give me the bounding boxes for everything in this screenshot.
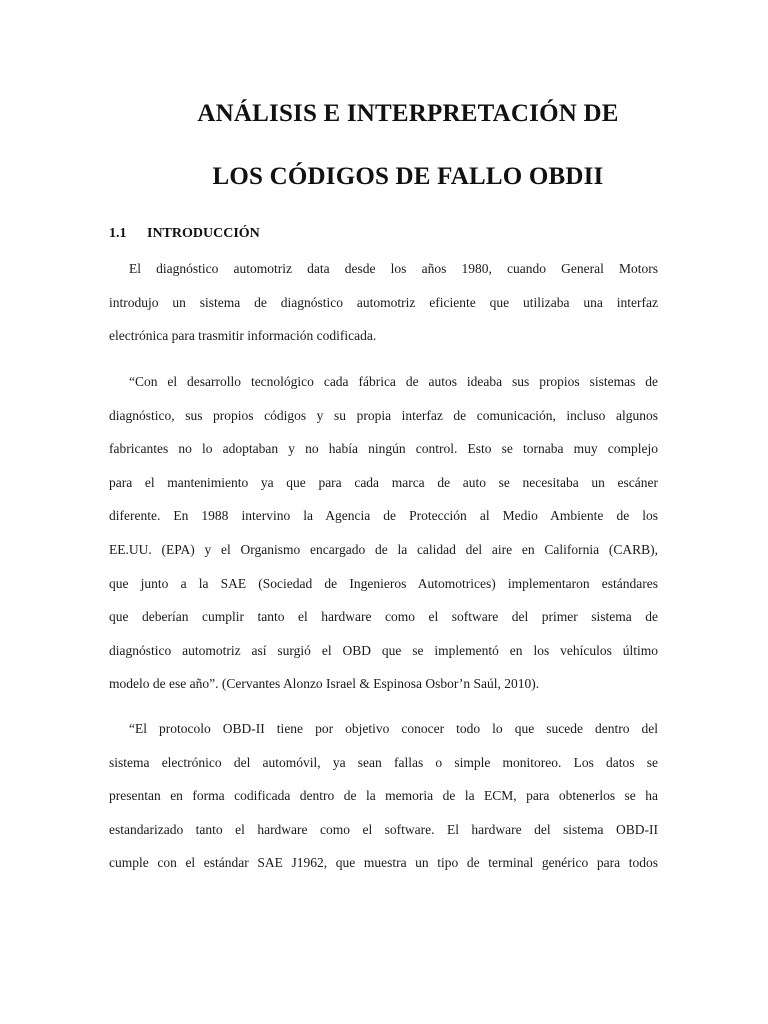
paragraph-line: “Con el desarrollo tecnológico cada fábrica de autos ideaba sus propios sistemas de <box>129 374 658 389</box>
paragraph-line: electrónica para trasmitir información codificada. <box>109 328 377 344</box>
section-number: 1.1 <box>109 226 127 241</box>
paragraph-line: “El protocolo OBD-II tiene por objetivo conocer todo lo que sucede dentro del <box>129 721 658 736</box>
paragraph-line: EE.UU. (EPA) y el Organismo encargado de la calidad del aire en California (CARB), <box>109 541 658 557</box>
paragraph-line: que junto a la SAE (Sociedad de Ingenieros Automotrices) implementaron estándares <box>109 575 658 591</box>
paragraph-line: fabricantes no lo adoptaban y no había ningún control. Esto se tornaba muy complejo <box>109 441 658 457</box>
paragraph-line: sistema electrónico del automóvil, ya sean fallas o simple monitoreo. Los datos se <box>109 754 658 770</box>
paragraph-line: El diagnóstico automotriz data desde los años 1980, cuando General Motors <box>129 261 658 276</box>
paragraph-line: presentan en forma codificada dentro de la memoria de la ECM, para obtenerlos se ha <box>109 788 658 804</box>
section-title: INTRODUCCIÓN <box>147 226 260 241</box>
document-title-line-1: ANÁLISIS E INTERPRETACIÓN DE <box>197 100 619 127</box>
section-heading <box>109 226 260 242</box>
paragraph-line: diagnóstico automotriz así surgió el OBD que se implementó en los vehículos último <box>109 642 658 658</box>
paragraph-line: introdujo un sistema de diagnóstico automotriz eficiente que utilizaba una interfaz <box>109 294 658 310</box>
paragraph-line: diferente. En 1988 intervino la Agencia de Protección al Medio Ambiente de los <box>109 508 658 524</box>
paragraph-2 <box>109 365 658 701</box>
paragraph-line: que deberían cumplir tanto el hardware como el software del primer sistema de <box>109 609 658 625</box>
paragraph-line: cumple con el estándar SAE J1962, que muestra un tipo de terminal genérico para todos <box>109 855 658 871</box>
paragraph-3 <box>109 712 658 880</box>
paragraph-line: modelo de ese año”. (Cervantes Alonzo Israel & Espinosa Osbor’n Saúl, 2010). <box>109 676 540 692</box>
paragraph-line: estandarizado tanto el hardware como el software. El hardware del sistema OBD-II <box>109 821 658 837</box>
paragraph-line: diagnóstico, sus propios códigos y su propia interfaz de comunicación, incluso algunos <box>109 407 658 423</box>
paragraph-line: para el mantenimiento ya que para cada marca de auto se necesitaba un escáner <box>109 474 658 490</box>
paragraph-1 <box>109 252 658 353</box>
document-title-line-2: LOS CÓDIGOS DE FALLO OBDII <box>212 163 604 190</box>
